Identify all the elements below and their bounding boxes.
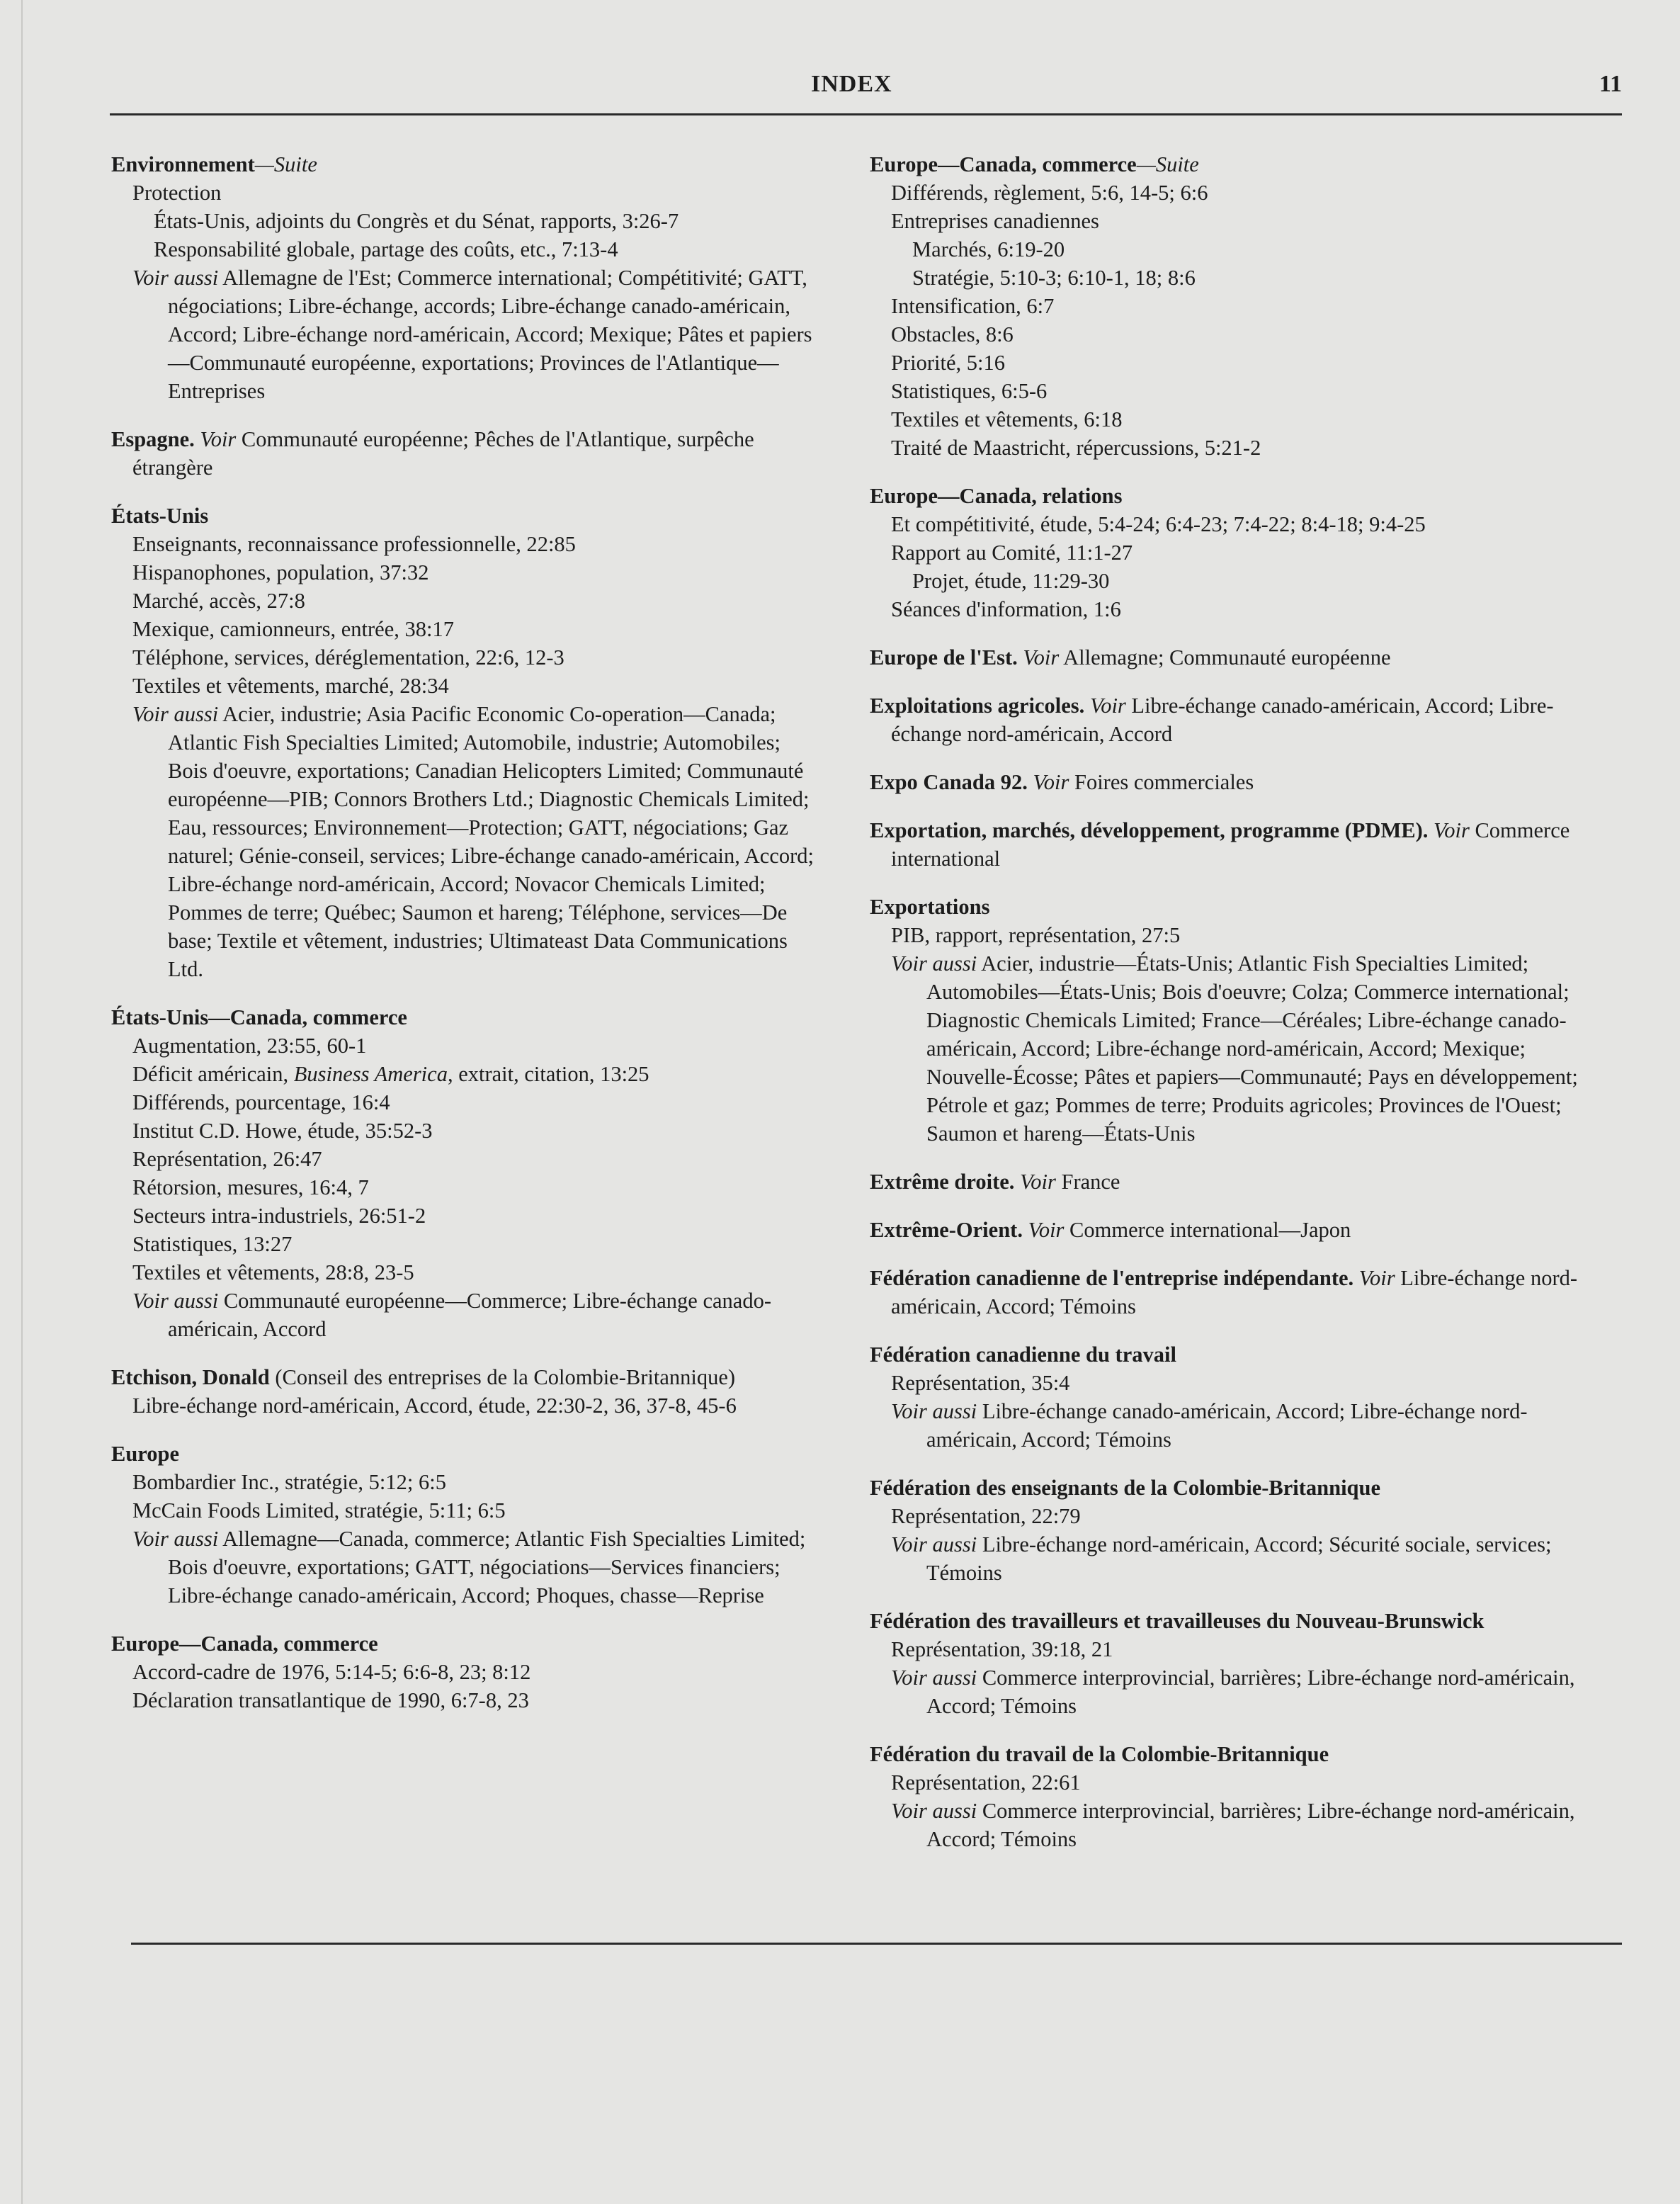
voir-label: Voir — [1023, 645, 1060, 669]
voir-label: Voir — [1033, 770, 1069, 794]
voir-aussi-reference — [870, 1530, 1592, 1587]
entry-heading-suffix: —Suite — [254, 152, 317, 176]
voir-aussi-label: Voir aussi — [891, 1399, 977, 1423]
entry-heading — [870, 482, 1592, 510]
entry-heading-text: Exploitations agricoles. — [870, 694, 1085, 718]
subentry-text: , extrait, citation, 13:25 — [447, 1062, 649, 1086]
index-entry-expo-canada — [870, 768, 1592, 796]
entry-heading-text: Europe — [111, 1442, 180, 1466]
subentry: Représentation, 35:4 — [891, 1371, 1070, 1395]
index-entry-extreme-droite — [870, 1168, 1592, 1196]
subentry: Priorité, 5:16 — [891, 351, 1005, 375]
voir-text: Libre-échange nord-américain, Accord; Témoins — [891, 1266, 1578, 1318]
index-entry-europe-canada-commerce — [111, 1629, 819, 1714]
voir-aussi-text: Acier, industrie; Asia Pacific Economic Co-operation—Canada; Atlantic Fish Specialties Limited; Automobile, industrie; Automobiles; Bois d'oeuvre, exportations; Canadian Helicopters Limited; Communauté européenne—PIB; Connors Brothers Ltd.; Diagnostic Chemicals Limited; Eau, ressources; Environnement—Protection; GATT, négociations; Gaz naturel; Génie-conseil, services; Libre-échange canado-américain, Accord; Libre-échange nord-américain, Accord; Novacor Chemicals Limited; Pommes de terre; Québec; Saumon et hareng; Téléphone, services—De base; Textile et vêtement, industries; Ultimateast Data Communications Ltd. — [168, 702, 815, 981]
entry-heading-text: Environnement — [111, 152, 255, 176]
entry-heading-suffix: —Suite — [1136, 152, 1199, 176]
index-entry-exportations — [870, 893, 1592, 1148]
voir-aussi-text: Communauté européenne—Commerce; Libre-échange canado-américain, Accord — [168, 1289, 771, 1341]
header-rule — [110, 113, 1622, 115]
subentry: McCain Foods Limited, stratégie, 5:11; 6:5 — [132, 1498, 506, 1522]
subentry: Marchés, 6:19-20 — [912, 237, 1065, 261]
subentry: Institut C.D. Howe, étude, 35:52-3 — [132, 1119, 433, 1143]
voir-aussi-reference — [111, 1287, 819, 1343]
voir-text: Allemagne; Communauté européenne — [1059, 645, 1391, 669]
voir-label: Voir — [1434, 818, 1470, 842]
subentry: Statistiques, 6:5-6 — [891, 379, 1048, 403]
entry-heading-text: Extrême droite. — [870, 1170, 1015, 1194]
subentry: Traité de Maastricht, répercussions, 5:21-2 — [891, 436, 1261, 460]
subentry: Marché, accès, 27:8 — [132, 589, 305, 613]
subentry: Rétorsion, mesures, 16:4, 7 — [132, 1175, 369, 1199]
subentry: Textiles et vêtements, marché, 28:34 — [132, 674, 449, 698]
entry-heading-text: Expo Canada 92. — [870, 770, 1028, 794]
voir-aussi-reference — [870, 1397, 1592, 1454]
entry-heading — [111, 425, 819, 482]
voir-aussi-text: Commerce interprovincial, barrières; Libre-échange nord-américain, Accord; Témoins — [926, 1666, 1575, 1718]
entry-heading-text: Fédération du travail de la Colombie-Britannique — [870, 1742, 1329, 1766]
voir-label: Voir — [1089, 694, 1126, 718]
voir-aussi-label: Voir aussi — [132, 1289, 219, 1313]
entry-heading — [111, 1629, 819, 1658]
subentry: Enseignants, reconnaissance professionnelle, 22:85 — [132, 532, 576, 556]
entry-heading-affiliation: (Conseil des entreprises de la Colombie-Britannique) — [269, 1365, 736, 1389]
index-entry-fct — [870, 1340, 1592, 1454]
voir-aussi-text: Commerce interprovincial, barrières; Libre-échange nord-américain, Accord; Témoins — [926, 1799, 1575, 1851]
voir-aussi-label: Voir aussi — [132, 1527, 219, 1551]
voir-text: Communauté européenne; Pêches de l'Atlantique, surpêche étrangère — [132, 427, 754, 480]
subentry: Rapport au Comité, 11:1-27 — [891, 541, 1133, 565]
entry-heading — [870, 1474, 1592, 1502]
index-entry-extreme-orient — [870, 1216, 1592, 1244]
voir-aussi-label: Voir aussi — [132, 702, 219, 726]
entry-heading-text: Fédération canadienne du travail — [870, 1343, 1176, 1367]
voir-aussi-label: Voir aussi — [132, 266, 219, 290]
entry-heading-text: Europe—Canada, commerce — [111, 1632, 378, 1656]
subentry: Représentation, 26:47 — [132, 1147, 322, 1171]
voir-aussi-reference — [111, 1525, 819, 1610]
subentry — [111, 1060, 819, 1088]
index-entry-fcei — [870, 1264, 1592, 1321]
voir-aussi-reference — [111, 700, 819, 983]
index-entry-environnement — [111, 150, 819, 405]
index-entry-fecb — [870, 1474, 1592, 1587]
subentry: États-Unis, adjoints du Congrès et du Sénat, rapports, 3:26-7 — [154, 209, 679, 233]
subentry: Augmentation, 23:55, 60-1 — [132, 1034, 367, 1058]
voir-aussi-label: Voir aussi — [891, 1666, 977, 1690]
index-entry-etchison — [111, 1363, 819, 1420]
subentry: Et compétitivité, étude, 5:4-24; 6:4-23; 7:4-22; 8:4-18; 9:4-25 — [891, 512, 1426, 536]
index-entry-fttnb — [870, 1607, 1592, 1720]
subentry: Protection — [132, 181, 222, 205]
voir-aussi-text: Libre-échange canado-américain, Accord; Libre-échange nord-américain, Accord; Témoins — [926, 1399, 1528, 1452]
voir-label: Voir — [1358, 1266, 1395, 1290]
subentry: Obstacles, 8:6 — [891, 322, 1014, 346]
subentry: Projet, étude, 11:29-30 — [912, 569, 1110, 593]
subentry: Entreprises canadiennes — [891, 209, 1099, 233]
entry-heading-text: Espagne. — [111, 427, 195, 451]
subentry: Intensification, 6:7 — [891, 294, 1055, 318]
voir-label: Voir — [200, 427, 237, 451]
voir-aussi-text: Libre-échange nord-américain, Accord; Sécurité sociale, services; Témoins — [926, 1532, 1552, 1585]
voir-aussi-reference — [870, 949, 1592, 1148]
subentry: Représentation, 22:79 — [891, 1504, 1081, 1528]
index-column-right — [870, 150, 1592, 1873]
entry-heading — [870, 1340, 1592, 1369]
entry-heading — [870, 691, 1592, 748]
subentry: Bombardier Inc., stratégie, 5:12; 6:5 — [132, 1470, 446, 1494]
subentry: Différends, pourcentage, 16:4 — [132, 1090, 390, 1114]
entry-heading — [111, 150, 819, 179]
index-entry-europe-canada-relations — [870, 482, 1592, 623]
subentry: Responsabilité globale, partage des coûts, etc., 7:13-4 — [154, 237, 618, 261]
entry-heading-text: États-Unis—Canada, commerce — [111, 1005, 407, 1029]
voir-text: Commerce international — [891, 818, 1570, 871]
subentry-text: Déficit américain, — [132, 1062, 294, 1086]
entry-heading-text: Fédération canadienne de l'entreprise indépendante. — [870, 1266, 1354, 1290]
publication-title: Business America — [293, 1062, 448, 1086]
voir-text: Commerce international—Japon — [1064, 1218, 1351, 1242]
voir-text: France — [1055, 1170, 1120, 1194]
index-entry-ftcb — [870, 1740, 1592, 1853]
entry-heading — [870, 643, 1592, 672]
entry-heading-text: Etchison, Donald — [111, 1365, 270, 1389]
entry-heading — [870, 893, 1592, 921]
entry-heading-text: Exportation, marchés, développement, programme (PDME). — [870, 818, 1429, 842]
index-entry-espagne — [111, 425, 819, 482]
subentry: Déclaration transatlantique de 1990, 6:7-8, 23 — [132, 1688, 529, 1712]
page-number: 11 — [1599, 71, 1622, 97]
subentry: Libre-échange nord-américain, Accord, étude, 22:30-2, 36, 37-8, 45-6 — [132, 1394, 737, 1418]
subentry: Textiles et vêtements, 28:8, 23-5 — [132, 1260, 414, 1284]
voir-aussi-text: Allemagne de l'Est; Commerce international; Compétitivité; GATT, négociations; Libre-échange, accords; Libre-échange canado-américain, Accord; Libre-échange nord-américain, Accord; Mexique; Pâtes et papiers—Communauté européenne, exportations; Provinces de l'Atlantique—Entreprises — [168, 266, 812, 403]
entry-heading — [111, 1003, 819, 1032]
subentry: Accord-cadre de 1976, 5:14-5; 6:6-8, 23; 8:12 — [132, 1660, 531, 1684]
voir-aussi-label: Voir aussi — [891, 1799, 977, 1823]
index-column-left — [111, 150, 819, 1734]
index-entry-etats-unis-canada-commerce — [111, 1003, 819, 1343]
entry-heading-text: Exportations — [870, 895, 990, 919]
index-entry-pdme — [870, 816, 1592, 873]
page-header — [110, 71, 1622, 113]
voir-aussi-reference — [870, 1797, 1592, 1853]
index-entry-europe-est — [870, 643, 1592, 672]
entry-heading — [111, 1363, 819, 1391]
voir-label: Voir — [1020, 1170, 1056, 1194]
subentry: Textiles et vêtements, 6:18 — [891, 407, 1123, 431]
subentry: Stratégie, 5:10-3; 6:10-1, 18; 8:6 — [912, 266, 1196, 290]
entry-heading — [870, 1740, 1592, 1768]
voir-aussi-label: Voir aussi — [891, 1532, 977, 1556]
entry-heading-text: États-Unis — [111, 504, 209, 528]
entry-heading — [870, 1607, 1592, 1635]
voir-aussi-text: Allemagne—Canada, commerce; Atlantic Fish Specialties Limited; Bois d'oeuvre, exportations; GATT, négociations—Services financiers; Libre-échange canado-américain, Accord; Phoques, chasse—Reprise — [168, 1527, 806, 1607]
entry-heading — [111, 1440, 819, 1468]
voir-aussi-label: Voir aussi — [891, 951, 977, 976]
subentry: Secteurs intra-industriels, 26:51-2 — [132, 1204, 426, 1228]
entry-heading-text: Europe de l'Est. — [870, 645, 1018, 669]
footer-rule — [131, 1943, 1622, 1945]
entry-heading-text: Europe—Canada, relations — [870, 484, 1123, 508]
subentry: Hispanophones, population, 37:32 — [132, 560, 429, 584]
voir-aussi-reference — [111, 264, 819, 405]
entry-heading — [870, 1168, 1592, 1196]
entry-heading — [870, 150, 1592, 179]
entry-heading-text: Extrême-Orient. — [870, 1218, 1023, 1242]
index-entry-etats-unis — [111, 502, 819, 983]
subentry: Différends, règlement, 5:6, 14-5; 6:6 — [891, 181, 1208, 205]
subentry: Représentation, 39:18, 21 — [891, 1637, 1113, 1661]
entry-heading — [870, 768, 1592, 796]
voir-aussi-reference — [870, 1663, 1592, 1720]
voir-aussi-text: Acier, industrie—États-Unis; Atlantic Fish Specialties Limited; Automobiles—États-Unis; Bois d'oeuvre; Colza; Commerce international; Diagnostic Chemicals Limited; France—Céréales; Libre-échange canado-américain, Accord; Libre-échange nord-américain, Accord; Mexique; Nouvelle-Écosse; Pâtes et papiers—Communauté; Pays en développement; Pétrole et gaz; Pommes de terre; Produits agricoles; Provinces de l'Ouest; Saumon et hareng—États-Unis — [926, 951, 1578, 1146]
subentry: Statistiques, 13:27 — [132, 1232, 293, 1256]
voir-text: Foires commerciales — [1069, 770, 1254, 794]
subentry: Représentation, 22:61 — [891, 1770, 1081, 1795]
page-spine-shadow — [21, 0, 23, 2204]
index-entry-europe — [111, 1440, 819, 1610]
entry-heading-text: Fédération des enseignants de la Colombie-Britannique — [870, 1476, 1381, 1500]
entry-heading-text: Fédération des travailleurs et travailleuses du Nouveau-Brunswick — [870, 1609, 1485, 1633]
subentry: Mexique, camionneurs, entrée, 38:17 — [132, 617, 454, 641]
voir-label: Voir — [1028, 1218, 1065, 1242]
entry-heading-text: Europe—Canada, commerce — [870, 152, 1137, 176]
entry-heading — [870, 816, 1592, 873]
entry-heading — [870, 1264, 1592, 1321]
entry-heading — [111, 502, 819, 530]
index-entry-exploitations-agricoles — [870, 691, 1592, 748]
subentry: Séances d'information, 1:6 — [891, 597, 1121, 621]
voir-text: Libre-échange canado-américain, Accord; Libre-échange nord-américain, Accord — [891, 694, 1554, 746]
entry-heading — [870, 1216, 1592, 1244]
subentry: Téléphone, services, déréglementation, 22:6, 12-3 — [132, 645, 564, 669]
page-title: INDEX — [811, 71, 892, 97]
subentry: PIB, rapport, représentation, 27:5 — [891, 923, 1181, 947]
index-entry-europe-canada-commerce-suite — [870, 150, 1592, 462]
